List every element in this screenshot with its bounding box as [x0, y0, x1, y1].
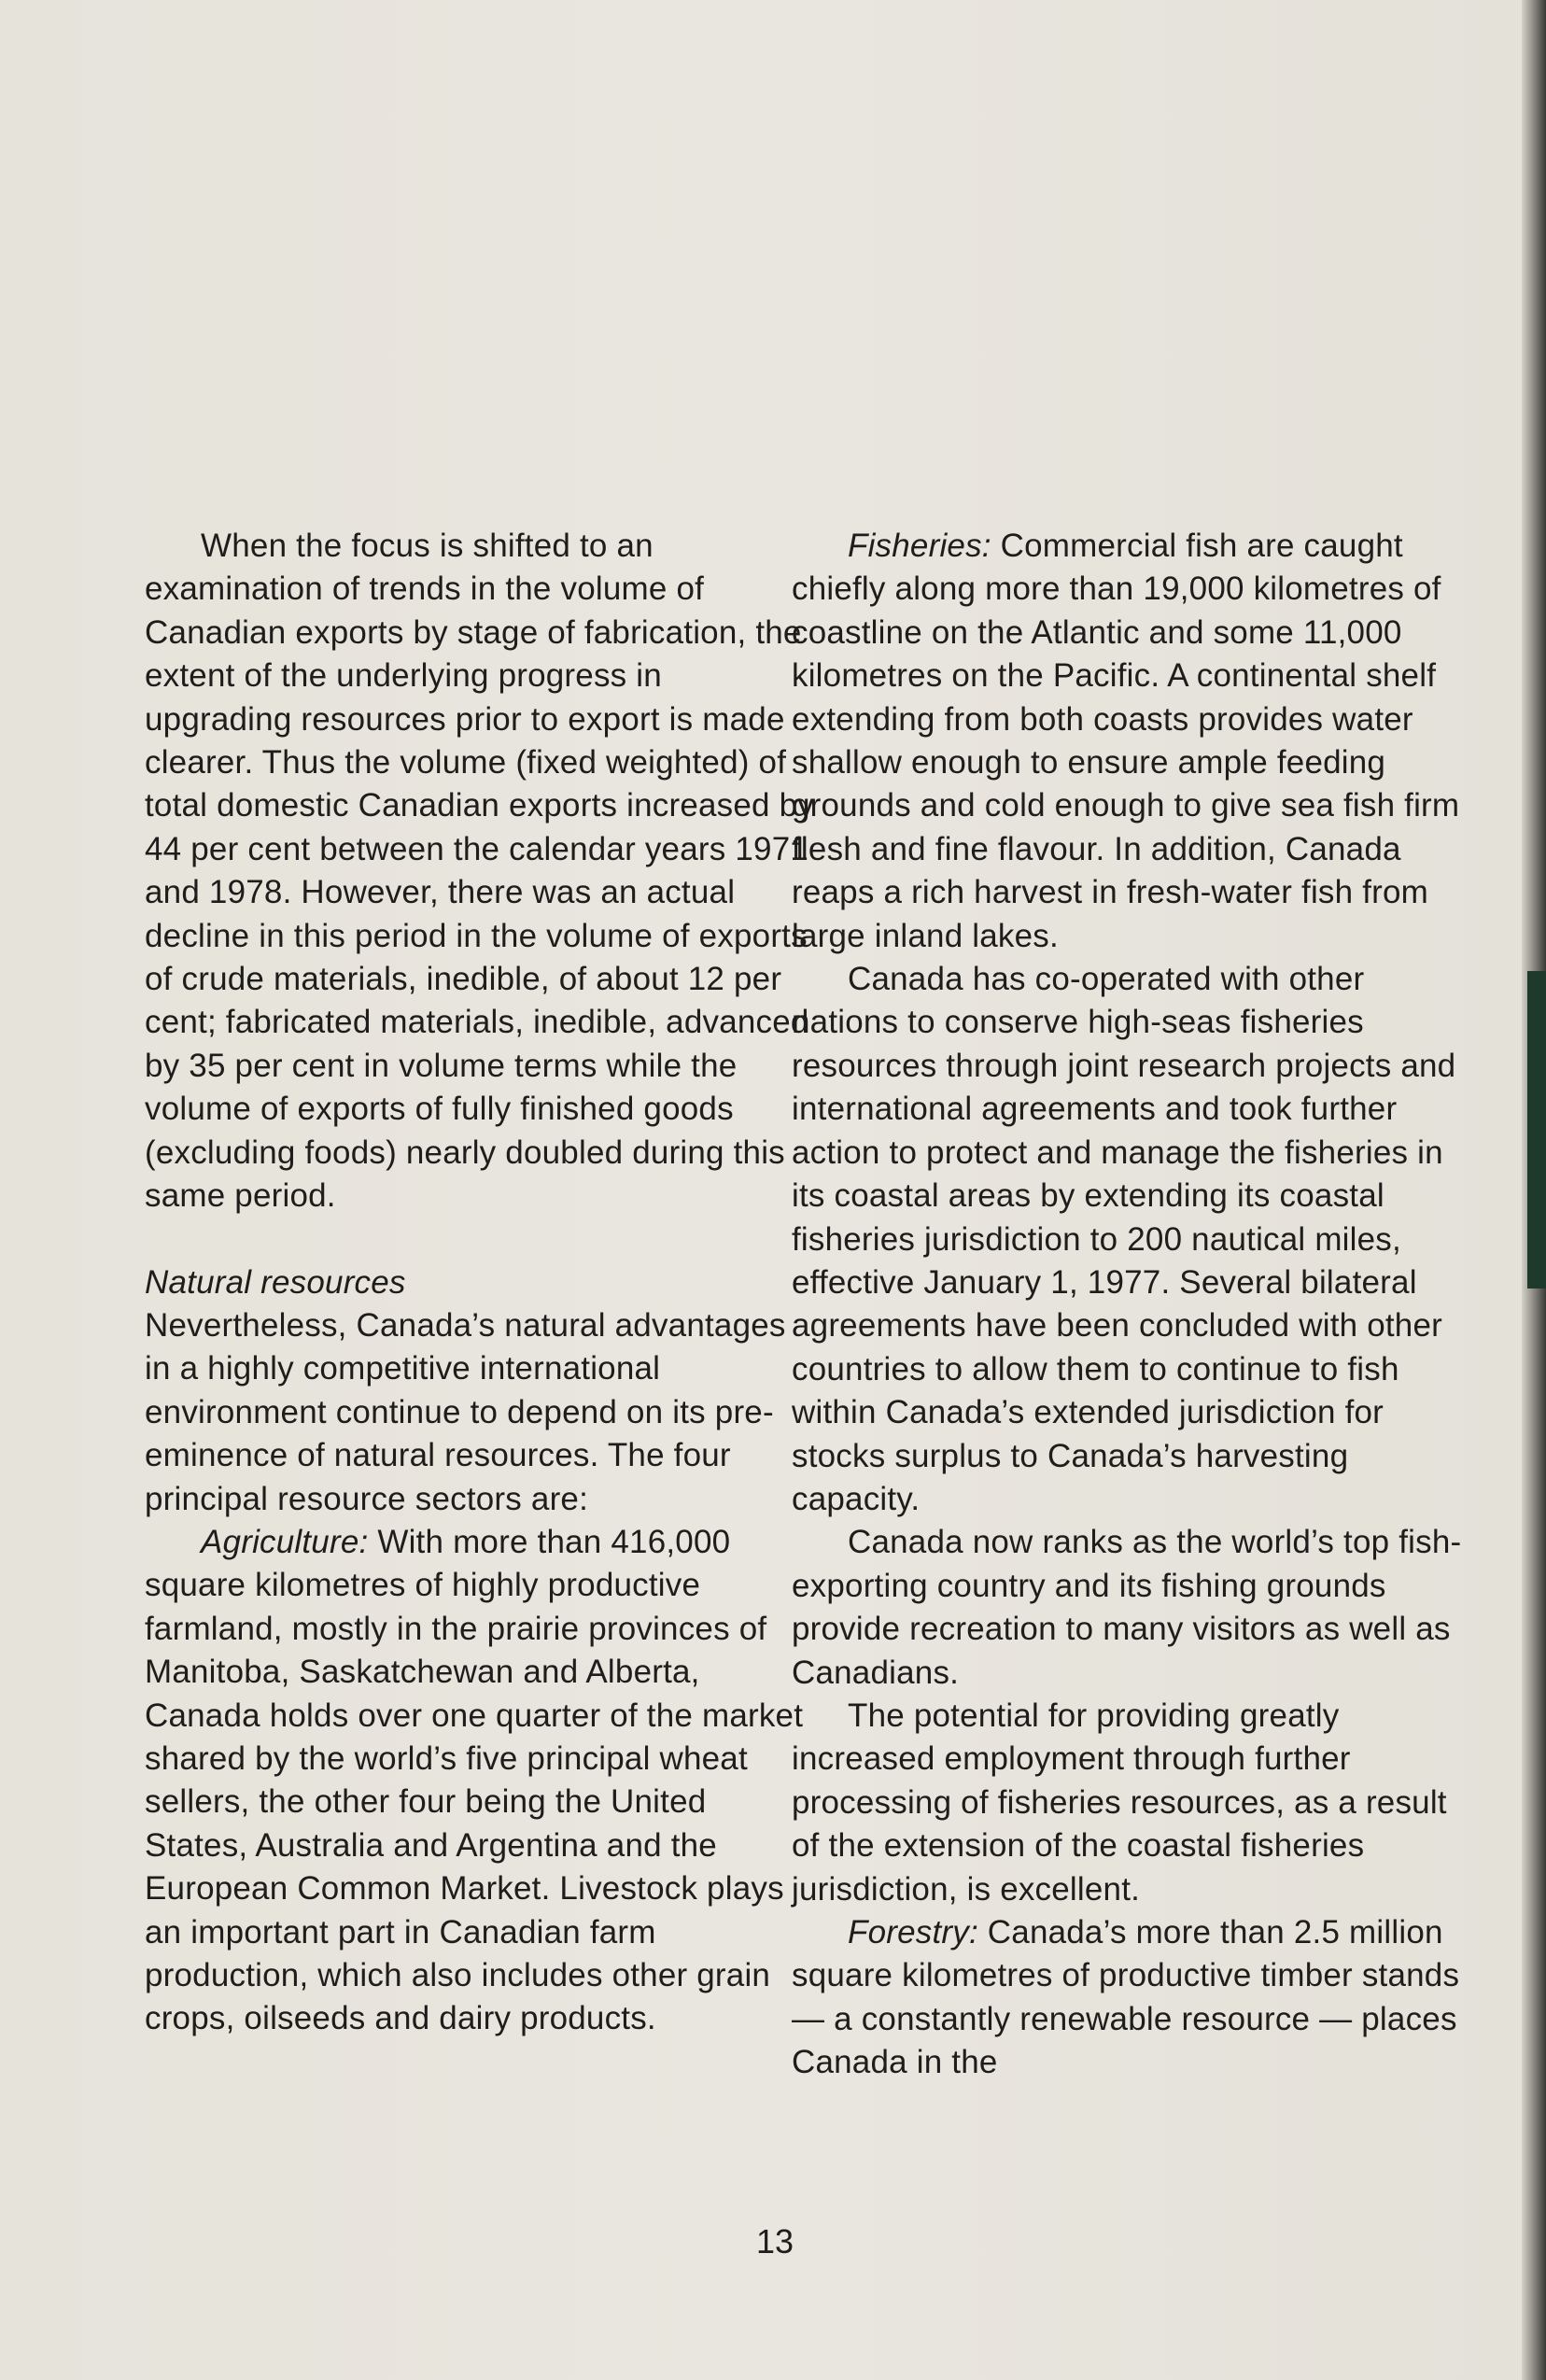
page-number: 13	[755, 2222, 794, 2260]
paragraph-fisheries	[792, 525, 1464, 958]
forestry-label: Forestry:	[848, 1914, 978, 1950]
fisheries-text: Commercial fish are caught chiefly along more than 19,000 kilometres of coastline on the Atlantic and some 11,000 kilometres on the Pacific. A continental shelf extending from both coasts provides water shallow enough to ensure ample feeding grounds and cold enough to give sea fish firm flesh and fine flavour. In addition, Canada reaps a rich harvest in fresh-water fish from large inland lakes.	[792, 528, 1460, 954]
paragraph-forestry	[792, 1911, 1464, 2085]
right-column	[792, 525, 1464, 2085]
edge-tab	[1527, 971, 1546, 1289]
paragraph-employment-potential: The potential for providing greatly increased employment through further processing of fisheries resources, as a result of the extension of the coastal fisheries jurisdiction, is excellent.	[792, 1697, 1447, 1908]
agriculture-text: With more than 416,000 square kilometres of highly productive farmland, mostly in the prairie provinces of Manitoba, Saskatchewan and Alberta, Canada holds over one quarter of the market shared by the world’s five principal wheat sellers, the other four being the United States, Australia and Argentina and the European Common Market. Livestock plays an important part in Canadian farm production, which also includes other grain crops, oilseeds and dairy products.	[145, 1523, 804, 2037]
left-column	[145, 525, 817, 2041]
paragraph-agriculture	[145, 1521, 817, 2041]
paragraph-natural-advantages: Nevertheless, Canada’s natural advantages in a highly competitive international environment continue to depend on its pre-eminence of natural resources. The four principal resource sectors are:	[145, 1306, 786, 1517]
agriculture-label: Agriculture:	[201, 1523, 369, 1560]
fisheries-label: Fisheries:	[848, 528, 991, 564]
section-heading-natural-resources: Natural resources	[145, 1263, 406, 1301]
paragraph-fisheries-cooperation: Canada has co-operated with other nations to conserve high-seas fisheries resources through joint research projects and international agreements and took further action to protect and manage the fisheries in its coastal areas by extending its coastal fisheries jurisdiction to 200 nautical miles, effective January 1, 1977. Several bilateral agreements have been concluded with other countries to allow them to continue to fish within Canada’s extended jurisdiction for stocks surplus to Canada’s harvesting capacity.	[792, 961, 1456, 1517]
paragraph-export-trends: When the focus is shifted to an examination of trends in the volume of Canadian exports by stage of fabrication, the extent of the underlying progress in upgrading resources prior to export is made clearer. Thus the volume (fixed weighted) of total domestic Canadian exports increased by 44 per cent between the calendar years 1971 and 1978. However, there was an actual decline in this period in the volume of exports of crude materials, inedible, of about 12 per cent; fabricated materials, inedible, advanced by 35 per cent in volume terms while the volume of exports of fully finished goods (excluding foods) nearly doubled during this same period.	[145, 528, 814, 1215]
forestry-text: Canada’s more than 2.5 million square kilometres of productive timber stands — a constantly renewable resource — places Canada in the	[792, 1914, 1460, 2081]
paragraph-fish-exporting: Canada now ranks as the world’s top fish-exporting country and its fishing grounds provide recreation to many visitors as well as Canadians.	[792, 1524, 1462, 1691]
